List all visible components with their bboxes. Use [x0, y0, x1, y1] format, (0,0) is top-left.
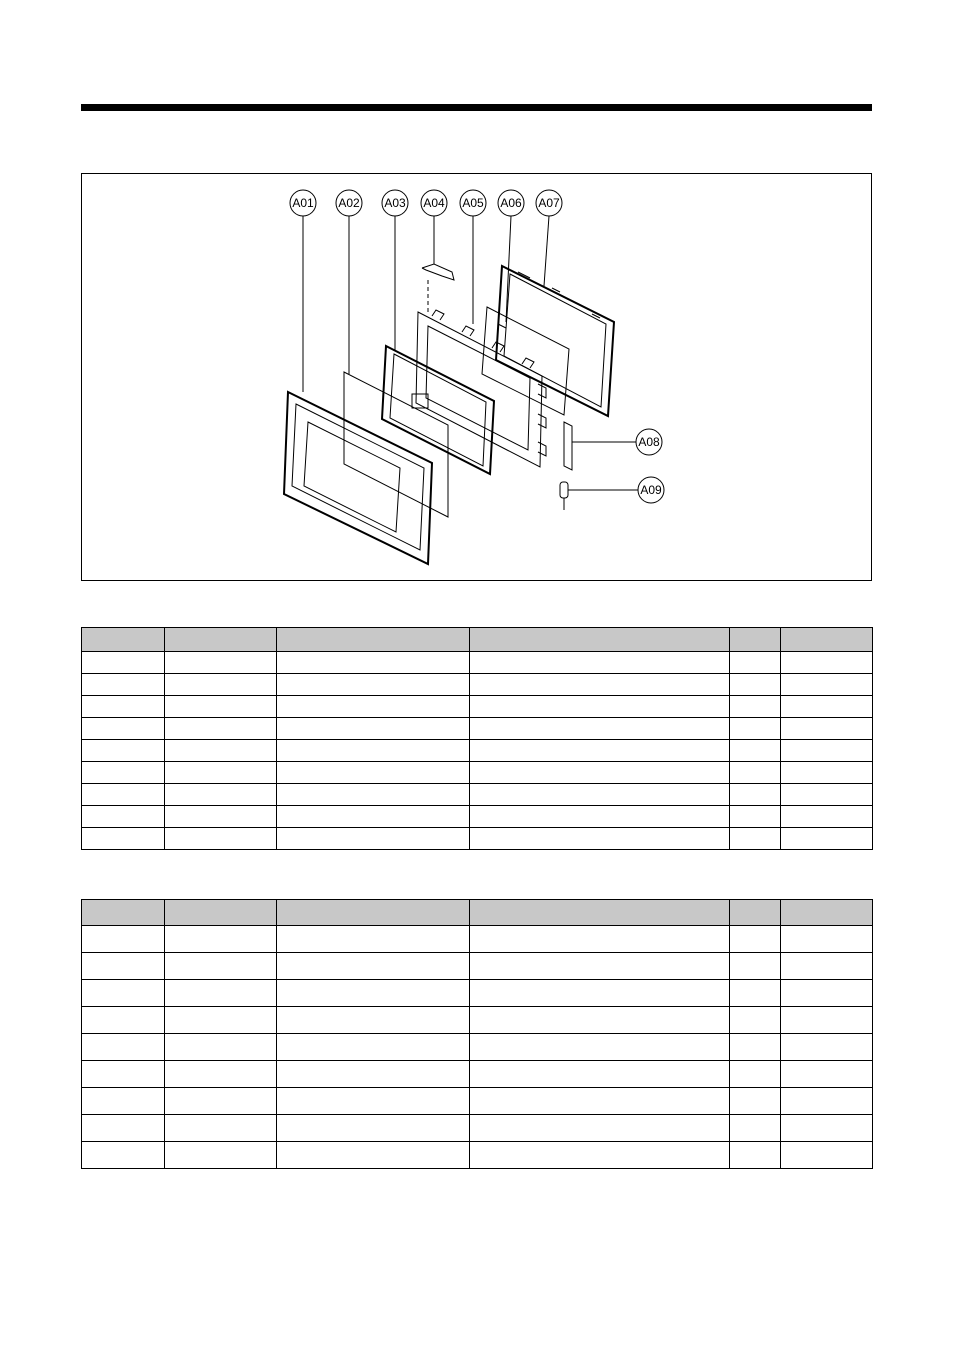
table-cell	[82, 806, 165, 828]
table-cell	[730, 1034, 781, 1061]
table-cell	[781, 696, 873, 718]
table-cell	[470, 1061, 730, 1088]
table-cell	[277, 806, 470, 828]
table-cell	[277, 696, 470, 718]
table-cell	[277, 828, 470, 850]
table-cell	[730, 696, 781, 718]
table-cell	[730, 1142, 781, 1169]
table-cell	[82, 953, 165, 980]
table-cell	[277, 784, 470, 806]
table-cell	[165, 1142, 277, 1169]
part-a07-frame	[496, 266, 614, 416]
callout-a08	[636, 429, 662, 455]
part-a09-spring	[560, 482, 568, 510]
table-row	[82, 806, 873, 828]
table-cell	[82, 828, 165, 850]
table-cell	[470, 696, 730, 718]
table-cell	[730, 1061, 781, 1088]
svg-text:A01: A01	[292, 196, 314, 210]
table-cell	[781, 980, 873, 1007]
table-cell	[470, 828, 730, 850]
callout-a09	[638, 477, 664, 503]
table-cell	[781, 1007, 873, 1034]
header-cell	[470, 900, 730, 926]
table-cell	[470, 1142, 730, 1169]
svg-text:A03: A03	[384, 196, 406, 210]
table-cell	[277, 1115, 470, 1142]
table-cell	[82, 740, 165, 762]
table-cell	[277, 1034, 470, 1061]
table-cell	[277, 762, 470, 784]
table-row	[82, 784, 873, 806]
table-row	[82, 696, 873, 718]
table-cell	[82, 1115, 165, 1142]
table-row	[82, 1007, 873, 1034]
table-cell	[165, 980, 277, 1007]
exploded-diagram	[82, 174, 871, 580]
table-cell	[470, 674, 730, 696]
table-cell	[277, 953, 470, 980]
table-cell	[277, 980, 470, 1007]
table-cell	[781, 740, 873, 762]
svg-text:A02: A02	[338, 196, 360, 210]
table-cell	[82, 1142, 165, 1169]
table-cell	[82, 926, 165, 953]
callout-a05	[460, 190, 486, 216]
header-cell	[730, 900, 781, 926]
callout-a04	[421, 190, 447, 216]
table-cell	[277, 740, 470, 762]
table-cell	[82, 718, 165, 740]
table-body	[82, 926, 873, 1169]
table-cell	[730, 980, 781, 1007]
table-cell	[165, 1115, 277, 1142]
table-cell	[277, 926, 470, 953]
table-cell	[82, 1061, 165, 1088]
table-row	[82, 1088, 873, 1115]
svg-text:A09: A09	[640, 483, 662, 497]
table-row	[82, 1061, 873, 1088]
table-cell	[730, 1088, 781, 1115]
svg-text:A05: A05	[462, 196, 484, 210]
table-cell	[781, 1061, 873, 1088]
table-cell	[82, 980, 165, 1007]
table-cell	[730, 953, 781, 980]
table-row	[82, 828, 873, 850]
table-cell	[470, 652, 730, 674]
table-cell	[730, 740, 781, 762]
table-cell	[165, 718, 277, 740]
part-a06-film	[482, 307, 569, 415]
table-row	[82, 926, 873, 953]
table-cell	[781, 953, 873, 980]
table-cell	[82, 696, 165, 718]
exploded-diagram-frame	[81, 173, 872, 581]
table-cell	[165, 784, 277, 806]
parts-table-1	[81, 627, 873, 850]
table-cell	[730, 806, 781, 828]
header-cell	[82, 900, 165, 926]
part-a01-door	[284, 392, 432, 564]
table-cell	[781, 926, 873, 953]
table-cell	[470, 980, 730, 1007]
table-cell	[277, 652, 470, 674]
table-cell	[165, 926, 277, 953]
table-cell	[781, 1034, 873, 1061]
svg-text:A08: A08	[638, 435, 660, 449]
table-cell	[165, 674, 277, 696]
table-cell	[82, 674, 165, 696]
table-cell	[781, 784, 873, 806]
table-cell	[781, 1142, 873, 1169]
table-cell	[165, 828, 277, 850]
table-cell	[781, 762, 873, 784]
header-cell	[277, 900, 470, 926]
table-row	[82, 1115, 873, 1142]
table-cell	[82, 1007, 165, 1034]
table-cell	[165, 696, 277, 718]
table-cell	[470, 806, 730, 828]
table-cell	[277, 1142, 470, 1169]
header-cell	[470, 628, 730, 652]
header-cell	[781, 900, 873, 926]
svg-text:A06: A06	[500, 196, 522, 210]
part-a05-panel	[416, 310, 546, 467]
table-cell	[730, 762, 781, 784]
header-cell	[781, 628, 873, 652]
table-row	[82, 1142, 873, 1169]
table-cell	[470, 1115, 730, 1142]
table-cell	[470, 1088, 730, 1115]
table-cell	[165, 806, 277, 828]
header-cell	[730, 628, 781, 652]
part-a08-latch	[564, 422, 572, 470]
table-body	[82, 652, 873, 850]
table-cell	[470, 1007, 730, 1034]
table-cell	[730, 674, 781, 696]
table-row	[82, 762, 873, 784]
callout-a03	[382, 190, 408, 216]
table-row	[82, 1034, 873, 1061]
part-a04-bracket	[422, 264, 454, 312]
table-cell	[277, 1088, 470, 1115]
table-row	[82, 980, 873, 1007]
table-cell	[470, 926, 730, 953]
header-cell	[82, 628, 165, 652]
table-header-row	[82, 900, 873, 926]
table-row	[82, 740, 873, 762]
table-cell	[165, 652, 277, 674]
table-cell	[470, 762, 730, 784]
callout-a01	[290, 190, 316, 216]
table-cell	[165, 740, 277, 762]
table-cell	[82, 652, 165, 674]
svg-text:A04: A04	[423, 196, 445, 210]
callout-a07	[536, 190, 562, 216]
parts-table-2	[81, 899, 873, 1169]
table-cell	[730, 784, 781, 806]
table-cell	[781, 828, 873, 850]
table-cell	[781, 674, 873, 696]
table-cell	[470, 953, 730, 980]
table-cell	[82, 1088, 165, 1115]
table-row	[82, 652, 873, 674]
table-cell	[82, 784, 165, 806]
table-header-row	[82, 628, 873, 652]
table-cell	[730, 828, 781, 850]
table-cell	[165, 1088, 277, 1115]
table-cell	[277, 1007, 470, 1034]
table-row	[82, 718, 873, 740]
table-cell	[470, 740, 730, 762]
table-cell	[165, 762, 277, 784]
header-cell	[165, 628, 277, 652]
table-row	[82, 953, 873, 980]
table-cell	[781, 652, 873, 674]
table-cell	[470, 718, 730, 740]
table-cell	[730, 1115, 781, 1142]
table-cell	[470, 784, 730, 806]
callout-a02	[336, 190, 362, 216]
table-cell	[781, 806, 873, 828]
table-cell	[781, 1115, 873, 1142]
table-cell	[277, 674, 470, 696]
table-cell	[470, 1034, 730, 1061]
table-cell	[730, 718, 781, 740]
table-cell	[730, 926, 781, 953]
table-cell	[165, 1007, 277, 1034]
table-cell	[82, 762, 165, 784]
header-cell	[165, 900, 277, 926]
table-row	[82, 674, 873, 696]
table-cell	[730, 652, 781, 674]
table-cell	[82, 1034, 165, 1061]
svg-text:A07: A07	[538, 196, 560, 210]
table-cell	[730, 1007, 781, 1034]
table-cell	[781, 718, 873, 740]
table-cell	[781, 1088, 873, 1115]
table-cell	[165, 1061, 277, 1088]
part-a03-choke	[382, 346, 494, 474]
top-rule	[81, 104, 872, 111]
header-cell	[277, 628, 470, 652]
table-cell	[165, 1034, 277, 1061]
table-cell	[277, 718, 470, 740]
table-cell	[277, 1061, 470, 1088]
table-cell	[165, 953, 277, 980]
callout-a06	[498, 190, 524, 216]
